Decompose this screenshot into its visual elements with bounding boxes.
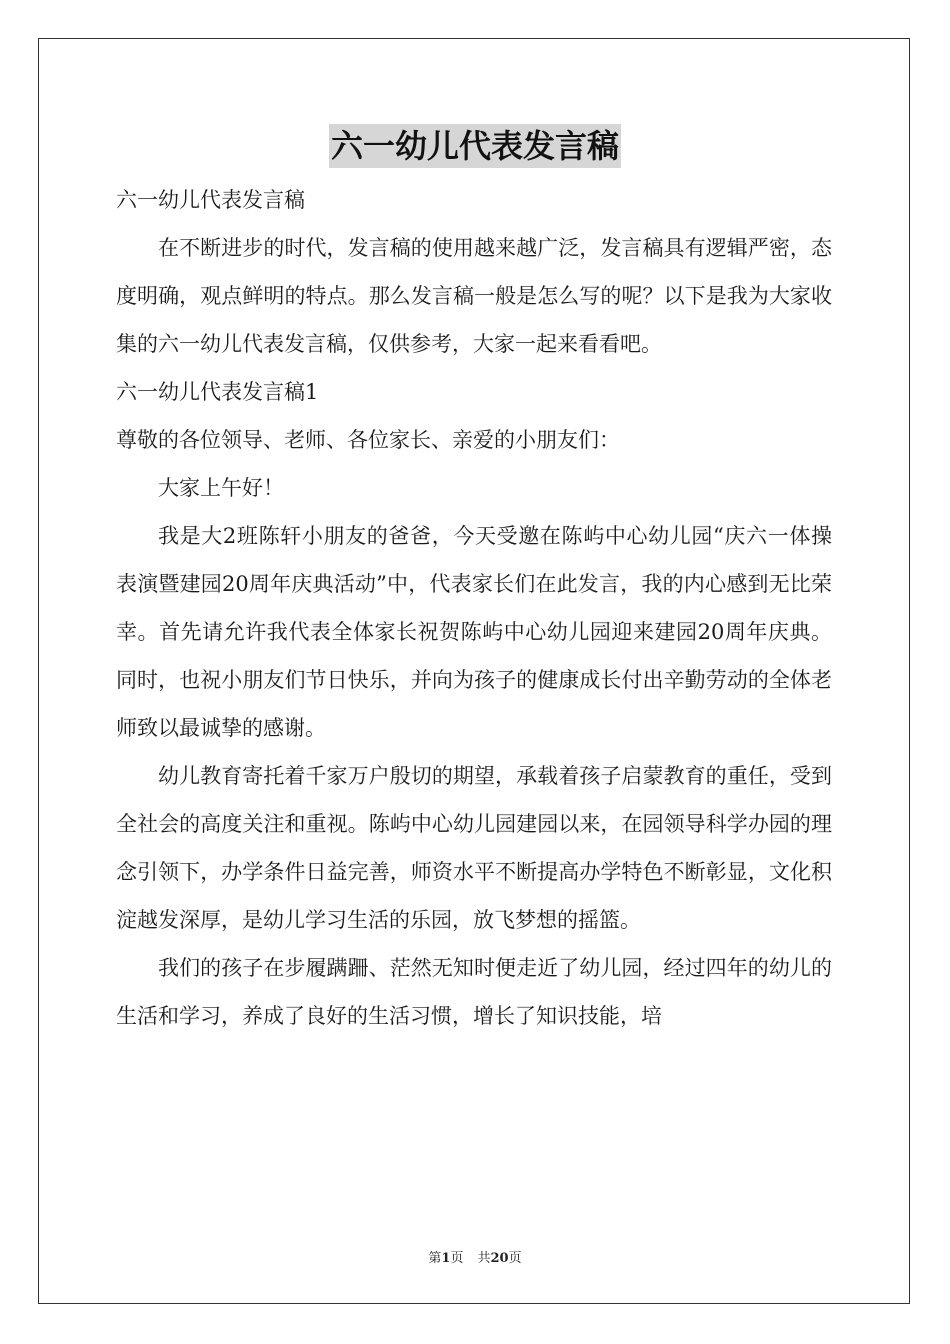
page-mid: 页 [450, 1251, 464, 1266]
title-wrap [0, 124, 950, 168]
document-title: 六一幼儿代表发言稿 [329, 124, 621, 168]
page-prefix: 第 [428, 1251, 442, 1266]
paragraph: 幼儿教育寄托着千家万户殷切的期望，承载着孩子启蒙教育的重任，受到全社会的高度关注和重视。陈屿中心幼儿园建园以来，在园领导科学办园的理念引领下，办学条件日益完善，师资水平不断提高办学特色不断彰显，文化积淀越发深厚，是幼儿学习生活的乐园，放飞梦想的摇篮。 [116, 764, 832, 932]
paragraph: 六一幼儿代表发言稿 [116, 188, 305, 212]
document-body [116, 176, 832, 1040]
total-suffix: 页 [508, 1251, 522, 1266]
page-total: 20 [490, 1251, 509, 1266]
paragraph: 我是大2班陈轩小朋友的爸爸，今天受邀在陈屿中心幼儿园“庆六一体操表演暨建园20周年庆典活动”中，代表家长们在此发言，我的内心感到无比荣幸。首先请允许我代表全体家长祝贺陈屿中心幼儿园迎来建园20周年庆典。同时，也祝小朋友们节日快乐，并向为孩子的健康成长付出辛勤劳动的全体老师致以最诚挚的感谢。 [116, 524, 832, 740]
page-footer [0, 1247, 950, 1266]
total-prefix: 共 [477, 1251, 491, 1266]
paragraph: 六一幼儿代表发言稿1 [116, 380, 319, 404]
page-current: 1 [441, 1251, 451, 1266]
paragraph: 尊敬的各位领导、老师、各位家长、亲爱的小朋友们： [116, 428, 620, 452]
paragraph: 我们的孩子在步履蹒跚、茫然无知时便走近了幼儿园，经过四年的幼儿的生活和学习，养成了良好的生活习惯，增长了知识技能，培 [116, 956, 832, 1028]
paragraph: 大家上午好！ [158, 476, 284, 500]
paragraph: 在不断进步的时代，发言稿的使用越来越广泛，发言稿具有逻辑严密，态度明确，观点鲜明的特点。那么发言稿一般是怎么写的呢？以下是我为大家收集的六一幼儿代表发言稿，仅供参考，大家一起来看看吧。 [116, 236, 832, 356]
